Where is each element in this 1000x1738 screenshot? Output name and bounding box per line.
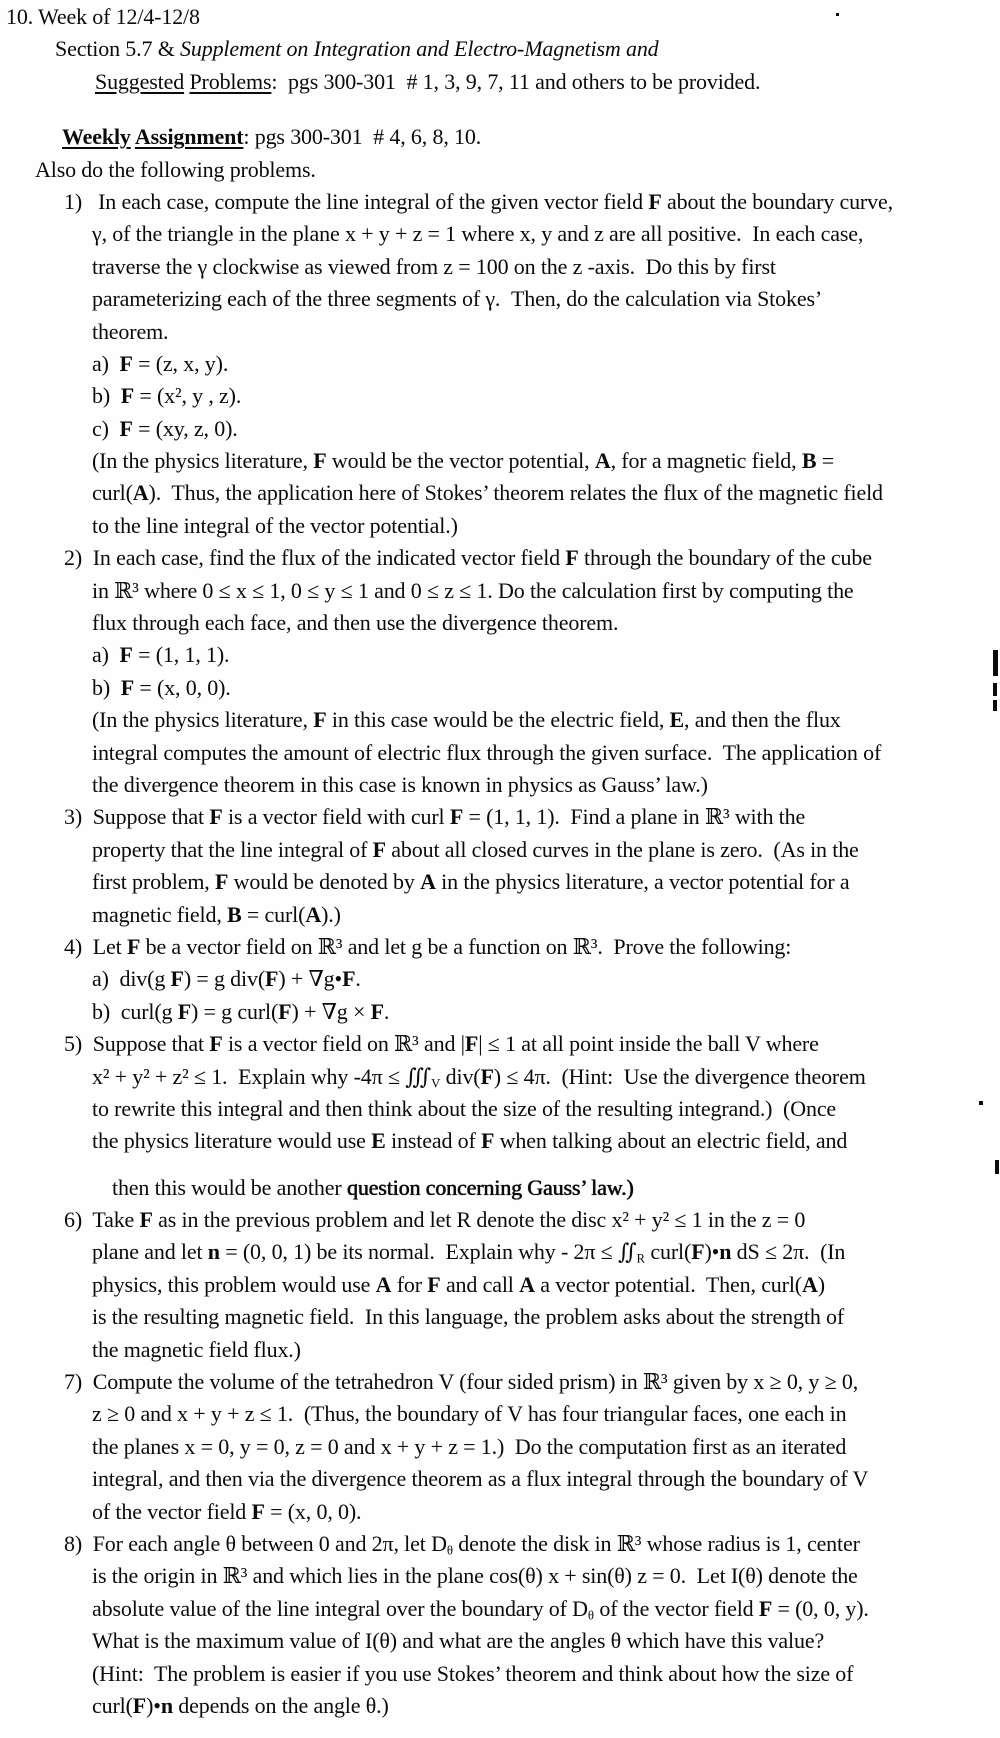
text-segment: would be denoted by	[228, 869, 421, 895]
text-segment: F	[120, 383, 135, 409]
scan-artifact	[836, 13, 839, 16]
problem-8-line-3	[0, 1593, 1000, 1625]
text-segment: 3) Suppose that	[64, 804, 210, 830]
text-segment: a)	[92, 350, 120, 376]
text-segment: ) + ∇g ×	[291, 998, 371, 1024]
text-segment: denote the disk in ℝ³ whose radius is 1, center	[452, 1530, 860, 1556]
text-segment: question concerning Gauss’ law.)	[346, 1174, 634, 1200]
text-segment: first problem,	[92, 869, 216, 895]
text-segment: a vector potential. Then, curl(	[534, 1271, 802, 1297]
text-segment: Problems	[189, 68, 272, 94]
problem-2-line-1	[0, 542, 1000, 574]
text-segment: Suggested	[95, 68, 185, 94]
problem-6-line-3	[0, 1269, 1000, 1301]
text-segment: traverse the γ clockwise as viewed from z = 100 on the z -axis. Do this by first	[92, 253, 776, 279]
problem-1-line-2	[0, 218, 1000, 250]
text-segment: F	[758, 1595, 773, 1621]
problem-6-line-5	[0, 1334, 1000, 1366]
text-segment: F	[313, 707, 327, 733]
problem-1-line-4	[0, 283, 1000, 315]
text-segment: as in the previous problem and let R denote the disc x² + y² ≤ 1 in the z = 0	[152, 1207, 806, 1233]
text-segment: F	[119, 415, 133, 441]
document-text	[0, 1, 1000, 1722]
text-segment: parameterizing each of the three segments of γ. Then, do the calculation via Stokes’	[92, 286, 823, 312]
text-segment: magnetic field,	[92, 901, 228, 927]
text-segment: F	[370, 998, 384, 1024]
text-segment: to the line integral of the vector potential.)	[92, 512, 458, 538]
problem-1-item-a	[0, 348, 1000, 380]
weekly-assignment-line	[0, 121, 1000, 153]
suggested-problems-line	[0, 66, 1000, 98]
also-line	[0, 154, 1000, 186]
text-segment: = (0, 0, y).	[772, 1595, 869, 1621]
text-segment: = (x, 0, 0).	[264, 1498, 362, 1524]
text-segment: 6) Take	[64, 1207, 140, 1233]
problem-8-line-6	[0, 1690, 1000, 1722]
problem-2-item-a	[0, 639, 1000, 671]
text-segment: z ≥ 0 and x + y + z ≤ 1. (Thus, the boundary of V has four triangular faces, one each in	[92, 1401, 847, 1427]
text-segment: B	[227, 901, 242, 927]
text-segment: ) ≤ 4π. (Hint: Use the divergence theorem	[493, 1063, 866, 1089]
text-segment: F	[177, 998, 192, 1024]
text-segment: F	[119, 350, 133, 376]
text-segment: and call	[440, 1271, 520, 1297]
problem-1-line-3	[0, 251, 1000, 283]
text-segment: A	[420, 869, 436, 895]
text-segment: θ	[587, 1608, 595, 1623]
text-segment: absolute value of the line integral over the boundary of D	[92, 1595, 588, 1621]
text-segment: 5) Suppose that	[64, 1031, 210, 1057]
text-segment: then this would be another	[112, 1174, 347, 1200]
text-segment: curl(	[92, 1692, 133, 1718]
text-segment: ) = g curl(	[191, 998, 279, 1024]
problem-6-line-1	[0, 1204, 1000, 1236]
text-segment: A	[375, 1271, 392, 1297]
section-heading	[0, 33, 1000, 65]
text-segment: flux through each face, and then use the divergence theorem.	[92, 610, 619, 636]
text-segment: θ	[446, 1543, 453, 1558]
text-segment: F	[449, 804, 464, 830]
text-segment: = (xy, z, 0).	[132, 415, 238, 441]
problem-1-note-2	[0, 477, 1000, 509]
text-segment: n	[719, 1239, 732, 1265]
text-segment: plane and let	[92, 1239, 208, 1265]
text-segment: F	[648, 188, 662, 214]
problem-6-line-2	[0, 1236, 1000, 1268]
text-segment: is the resulting magnetic field. In this language, the problem asks about the strength of	[92, 1304, 845, 1330]
text-segment: F	[215, 869, 229, 895]
text-segment: F	[119, 642, 133, 668]
text-segment: is a vector field on ℝ³ and |	[222, 1031, 465, 1057]
text-segment: the physics literature would use	[92, 1128, 372, 1154]
text-segment: curl(	[92, 480, 133, 506]
text-segment: F	[126, 933, 141, 959]
text-segment: , for a magnetic field,	[610, 448, 802, 474]
scan-artifact	[993, 683, 997, 696]
text-segment: = curl(	[241, 901, 306, 927]
text-segment: F	[209, 1031, 223, 1057]
text-segment: 4) Let	[64, 933, 127, 959]
text-segment: A	[132, 480, 149, 506]
text-segment: (In the physics literature,	[92, 707, 314, 733]
problem-7-line-3	[0, 1431, 1000, 1463]
text-segment: R	[636, 1252, 646, 1267]
scan-artifact	[993, 700, 997, 711]
problem-1-item-b	[0, 380, 1000, 412]
text-segment: (Hint: The problem is easier if you use Stokes’ theorem and think about how the size of	[92, 1660, 854, 1686]
text-segment: in the physics literature, a vector potential for a	[435, 869, 850, 895]
text-segment: b) curl(g	[92, 998, 178, 1024]
text-segment: Weekly	[62, 124, 131, 150]
text-segment: instead of	[385, 1128, 482, 1154]
text-segment: a) div(g	[92, 966, 171, 992]
text-segment: F	[251, 1498, 265, 1524]
text-segment: )	[817, 1271, 825, 1297]
text-segment: c)	[92, 415, 120, 441]
text-segment: curl(	[645, 1239, 692, 1265]
text-segment: through the boundary of the cube	[578, 545, 872, 571]
problem-8-line-2	[0, 1560, 1000, 1592]
text-segment: depends on the angle θ.)	[172, 1692, 389, 1718]
problem-2-line-3	[0, 607, 1000, 639]
text-segment: F	[132, 1692, 147, 1718]
text-segment: F	[427, 1271, 441, 1297]
problem-4-line-1	[0, 931, 1000, 963]
text-segment: ) + ∇g•	[278, 966, 343, 992]
problem-8-line-5	[0, 1658, 1000, 1690]
text-segment: 10. Week of 12/4-12/8	[6, 4, 200, 29]
problem-5-line-4	[0, 1125, 1000, 1157]
problem-5-line-3	[0, 1093, 1000, 1125]
text-segment: F	[120, 674, 135, 700]
text-segment: is the origin in ℝ³ and which lies in the plane cos(θ) x + sin(θ) z = 0. Let I(θ) denote the	[92, 1563, 858, 1589]
problem-3-line-3	[0, 866, 1000, 898]
text-segment: the divergence theorem in this case is known in physics as Gauss’ law.)	[92, 771, 708, 797]
text-segment: in this case would be the electric field,	[326, 707, 670, 733]
text-segment: 2) In each case, find the flux of the indicated vector field	[64, 545, 566, 571]
text-segment: about the boundary curve,	[661, 188, 893, 214]
text-segment: F	[139, 1207, 153, 1233]
text-segment: 1) In each case, compute the line integral of the given vector field	[64, 188, 649, 214]
problem-7-line-4	[0, 1463, 1000, 1495]
text-segment: =	[816, 448, 834, 474]
text-segment: F	[464, 1031, 479, 1057]
problem-4-item-b	[0, 996, 1000, 1028]
problem-5-line-2	[0, 1061, 1000, 1093]
text-segment: F	[170, 966, 184, 992]
text-segment: F	[691, 1239, 705, 1265]
problem-3-line-1	[0, 801, 1000, 833]
problem-7-line-5	[0, 1496, 1000, 1528]
text-segment: a)	[92, 642, 120, 668]
text-segment: What is the maximum value of I(θ) and what are the angles θ which have this value?	[92, 1628, 825, 1654]
text-segment: ).)	[321, 901, 341, 927]
text-segment: Section 5.7 &	[55, 36, 181, 62]
problem-4-item-a	[0, 963, 1000, 995]
text-segment: F	[372, 836, 386, 862]
text-segment: Assignment	[134, 124, 244, 150]
text-segment: F	[313, 448, 327, 474]
text-segment: b)	[92, 383, 121, 409]
text-segment: F	[481, 1128, 495, 1154]
problem-1-line-5	[0, 316, 1000, 348]
text-segment: V	[431, 1076, 441, 1091]
text-segment: 8) For each angle θ between 0 and 2π, let D	[64, 1530, 447, 1556]
text-segment: A	[594, 448, 611, 474]
text-segment: )•	[704, 1239, 720, 1265]
text-segment: = (1, 1, 1). Find a plane in ℝ³ with the	[463, 804, 806, 830]
problem-3-line-2	[0, 834, 1000, 866]
problem-8-line-4	[0, 1625, 1000, 1657]
text-segment: ). Thus, the application here of Stokes’ theorem relates the flux of the magnetic field	[148, 480, 883, 506]
problem-2-note-3	[0, 769, 1000, 801]
text-segment: property that the line integral of	[92, 836, 373, 862]
text-segment: .	[383, 998, 390, 1024]
text-segment: = (1, 1, 1).	[132, 642, 230, 668]
problem-1-note-1	[0, 445, 1000, 477]
text-segment: about all closed curves in the plane is zero. (As in the	[385, 836, 859, 862]
text-segment: the magnetic field flux.)	[92, 1336, 301, 1362]
text-segment: in ℝ³ where 0 ≤ x ≤ 1, 0 ≤ y ≤ 1 and 0 ≤ z ≤ 1. Do the calculation first by computing the	[92, 577, 854, 603]
text-segment: F	[480, 1063, 494, 1089]
text-segment: integral, and then via the divergence theorem as a flux integral through the boundary of V	[92, 1466, 869, 1492]
text-segment: , and then the flux	[684, 707, 841, 733]
problem-2-line-2	[0, 575, 1000, 607]
problem-5-line-1	[0, 1028, 1000, 1060]
text-segment: )•	[146, 1692, 161, 1718]
text-segment: A	[801, 1271, 818, 1297]
problem-8-line-1	[0, 1528, 1000, 1560]
text-segment: dS ≤ 2π. (In	[731, 1239, 846, 1265]
text-segment: when talking about an electric field, and	[494, 1128, 848, 1154]
text-segment: n	[207, 1239, 220, 1265]
text-segment: | ≤ 1 at all point inside the ball V where	[478, 1031, 819, 1057]
problem-5-line-5	[0, 1172, 1000, 1204]
text-segment: Supplement on Integration and Electro-Magnetism and	[180, 36, 659, 62]
text-segment: = (x, 0, 0).	[134, 674, 231, 700]
text-segment: B	[801, 448, 817, 474]
text-segment: E	[371, 1128, 386, 1154]
problem-6-line-4	[0, 1301, 1000, 1333]
scan-artifact	[995, 1160, 999, 1174]
text-segment: for	[391, 1271, 428, 1297]
text-segment: A	[519, 1271, 535, 1297]
problem-2-note-2	[0, 737, 1000, 769]
text-segment: F	[565, 545, 579, 571]
text-segment: n	[160, 1692, 173, 1718]
text-segment: x² + y² + z² ≤ 1. Explain why -4π ≤ ∭	[92, 1063, 432, 1089]
text-segment: A	[305, 901, 322, 927]
problem-1-line-1	[0, 186, 1000, 218]
text-segment: b)	[92, 674, 121, 700]
problem-1-item-c	[0, 413, 1000, 445]
text-segment: F	[278, 998, 292, 1024]
text-segment: (In the physics literature,	[92, 448, 314, 474]
text-segment: the planes x = 0, y = 0, z = 0 and x + y + z = 1.) Do the computation first as an iterated	[92, 1433, 847, 1459]
text-segment: is a vector field with curl	[222, 804, 450, 830]
scan-artifact	[979, 1101, 983, 1105]
text-segment: : pgs 300-301 # 4, 6, 8, 10.	[243, 124, 482, 150]
text-segment: integral computes the amount of electric flux through the given surface. The application of	[92, 739, 882, 765]
text-segment: to rewrite this integral and then think about the size of the resulting integrand.) (Once	[92, 1095, 837, 1121]
text-segment: F	[209, 804, 223, 830]
scan-artifact	[993, 650, 998, 676]
problem-7-line-1	[0, 1366, 1000, 1398]
text-segment: would be the vector potential,	[326, 448, 595, 474]
text-segment: F	[342, 966, 356, 992]
text-segment: F	[265, 966, 279, 992]
problem-3-line-4	[0, 899, 1000, 931]
text-segment: E	[669, 707, 685, 733]
text-segment: theorem.	[92, 318, 169, 344]
problem-2-note-1	[0, 704, 1000, 736]
text-segment: be a vector field on ℝ³ and let g be a function on ℝ³. Prove the following:	[140, 933, 792, 959]
text-segment: = (z, x, y).	[132, 350, 229, 376]
text-segment: div(	[440, 1063, 481, 1089]
text-segment: .	[355, 966, 361, 992]
text-segment: Also do the following problems.	[35, 156, 316, 182]
week-heading	[0, 1, 1000, 33]
text-segment: γ, of the triangle in the plane x + y + z = 1 where x, y and z are all positive. In each case,	[92, 221, 864, 247]
text-segment: = (x², y , z).	[134, 383, 242, 409]
text-segment: = (0, 0, 1) be its normal. Explain why - 2π ≤ ∬	[219, 1239, 637, 1265]
text-segment: of the vector field	[92, 1498, 252, 1524]
text-segment: of the vector field	[594, 1595, 759, 1621]
problem-7-line-2	[0, 1398, 1000, 1430]
problem-1-note-3	[0, 510, 1000, 542]
problem-2-item-b	[0, 672, 1000, 704]
text-segment: : pgs 300-301 # 1, 3, 9, 7, 11 and others to be provided.	[271, 68, 761, 94]
text-segment: ) = g div(	[183, 966, 266, 992]
text-segment: physics, this problem would use	[92, 1271, 376, 1297]
text-segment: 7) Compute the volume of the tetrahedron V (four sided prism) in ℝ³ given by x ≥ 0, y ≥ 0,	[64, 1369, 859, 1395]
